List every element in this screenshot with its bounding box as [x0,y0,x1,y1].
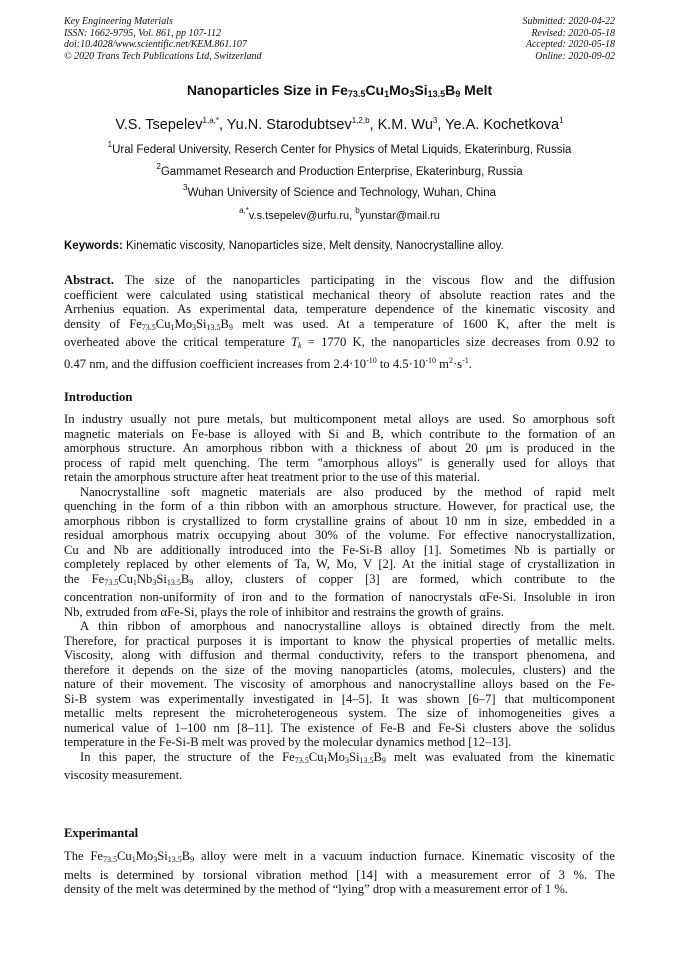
formula-sub: 1 [131,855,136,864]
abstract-text: ·s [452,356,463,371]
formula-sub: 13.5 [167,855,182,864]
formula-sub: 73.5 [294,755,309,765]
journal-copyright: © 2020 Trans Tech Publications Ltd, Switzerland [64,50,262,62]
formula-sub: 9 [381,755,386,765]
intro-line: concentration non-uniformity of iron and to the formation of nanocrystals αFe-Si. Insoluble in iron [64,590,615,604]
title-sub: 1 [384,89,390,99]
affiliation-3 [64,183,615,199]
abstract [64,273,615,371]
intro-line: process of rapid melt quenching. The term "amorphous alloys" is generally used for alloys that [64,455,615,470]
abstract-text: = 1770 K, the nanoparticles size decreases from 0.92 to [301,335,615,349]
abstract-line [64,354,615,372]
exp-text: alloy were melt in a vacuum induction furnace. Kinematic viscosity of the [194,849,615,863]
email-1[interactable]: v.s.tsepelev@urfu.ru, [248,210,356,222]
affiliation-1 [64,140,615,156]
affiliation-text: Ural Federal University, Reserch Center for Physics of Metal Liquids, Ekaterinburg, Russia [112,144,572,156]
formula-sub: 9 [189,577,194,587]
author-name: , Yu.N. Starodubtsev [218,117,352,133]
abstract-line [64,317,615,336]
abstract-text: . [468,356,472,371]
title-text: Nanoparticles Size in Fe [186,82,348,98]
intro-line: Si-B system was experimentally investigated in [4–5]. It was shown [6–7] that multicomponent [64,691,615,706]
intro-line: Therefore, for practical purposes it is important to know the physical properties of metallic melts. [64,633,615,648]
intro-line: temperature in the Fe-Si-B melt was proved by the molecular dynamics method [12–13]. [64,735,512,749]
intro-text: melt was evaluated from the kinematic [385,749,615,764]
keywords [64,240,615,252]
formula-sub: 13.5 [359,755,374,765]
abstract-text: melt was used. At a temperature of 1600 K, after the melt is [232,316,615,331]
intro-line: therefore it depends on the size of the moving nanoparticles (atoms, molecules, clusters) and the [64,662,615,677]
title-sub: 9 [455,89,461,99]
author-sup: 1 [559,116,564,125]
title-text: Cu [365,82,385,98]
abstract-line: coefficient were calculated using statistical mechanical theory of absolute reaction rates and the [64,287,615,302]
author-name: V.S. Tsepelev [115,117,203,133]
abstract-text: B [220,316,229,331]
intro-line: amorphous structure. An amorphous ribbon with a thickness of about 20 μm is produced in the [64,441,615,455]
abstract-line [64,273,615,288]
affiliation-sup: 1 [107,140,113,149]
intro-line: Cu and Nb are additionally introduced into the Fe-Si-B alloy [1]. Sometimes Nb is partially or [64,542,615,557]
author-emails[interactable] [64,206,615,222]
intro-text: Cu [118,571,133,586]
intro-line: viscosity measurement. [64,768,183,782]
intro-text: In this paper, the structure of the Fe [80,749,295,764]
title-text: B [445,82,456,98]
abstract-text: overheated above the critical temperature [64,335,291,349]
affiliation-text: Gammamet Research and Production Enterprise, Ekaterinburg, Russia [160,166,523,178]
exponent: -1 [462,355,469,365]
affiliation-text: Wuhan University of Science and Technology, Wuhan, China [187,187,496,199]
intro-line: numerical value of 1–100 nm [8–11]. The existence of Fe-B and Fe-Si clusters above the solidus [64,720,615,735]
abstract-text: The size of the nanoparticles participating in the viscous flow and the diffusion [114,273,615,287]
author-name: , Ye.A. Kochetkova [437,117,560,133]
formula-sub: 9 [190,855,195,864]
author-list [64,116,615,133]
formula-sub: 1 [132,577,137,587]
journal-issn: ISSN: 1662-9795, Vol. 861, pp 107-112 [64,27,222,39]
intro-line: nature of their movement. The viscosity of amorphous and nanocrystalline alloys based on the Fe- [64,677,615,691]
intro-line: Viscosity, along with diffusion and thermal conductivity, refers to the transport phenomena, and [64,648,615,662]
exponent: -10 [425,355,437,365]
abstract-text: to 4.5·10 [376,356,426,371]
exp-text: B [181,849,191,863]
intro-line: quenching in the form of a thin ribbon with an amorphous structure. However, for practical use, the [64,499,615,513]
intro-text: Cu [308,749,324,764]
intro-text: Mo [327,749,345,764]
title-sub: 3 [409,89,415,99]
formula-sub: 73.5 [104,577,119,587]
section-heading-introduction: Introduction [64,390,133,404]
intro-text: Nb [136,571,153,586]
exp-text: The Fe [64,849,104,863]
intro-line: residual amorphous matrix occupying about 30% of the volume. For effective nanocrystallization, [64,528,615,542]
intro-line: retain the amorphous structure after heat treatment prior to the use of this material. [64,470,481,484]
keywords-text: Kinematic viscosity, Nanoparticles size, Melt density, Nanocrystalline alloy. [122,240,504,252]
math-sub: k [297,341,302,350]
author-name: , K.M. Wu [369,117,433,133]
intro-text: B [373,749,382,764]
intro-line: metallic melts represent the microheterogeneous system. The size of inhomogeneities gives a [64,706,615,720]
formula-sub: 73.5 [103,855,118,864]
formula-sub: 3 [153,855,158,864]
abstract-line: Arrhenius equation. As experimental data, temperature dependence of the kinematic viscosity and [64,302,615,316]
title-sub: 13.5 [427,89,446,99]
formula-sub: 13.5 [206,322,221,332]
exp-line: melts is determined by torsional vibration method [14] with a measurement error of 3 %. The [64,867,615,882]
email-sup: b [355,206,360,215]
journal-doi[interactable]: doi:10.4028/www.scientific.net/KEM.861.107 [64,39,247,50]
intro-text: alloy, clusters of copper [3] are formed, which contribute to the [193,571,615,586]
date-accepted: Accepted: 2020-05-18 [525,39,615,50]
email-sup: a,* [239,206,249,215]
date-online: Online: 2020-09-02 [535,50,615,62]
formula-sub: 3 [192,322,196,332]
affiliation-2 [64,162,615,178]
formula-sub: 73.5 [141,322,156,332]
intro-line [64,750,615,769]
formula-sub: 3 [152,577,157,587]
exp-text: Cu [117,849,132,863]
introduction-body [64,412,615,783]
journal-name: Key Engineering Materials [64,16,173,27]
affiliation-sup: 2 [156,162,161,171]
affiliation-sup: 3 [182,183,188,192]
intro-line: A thin ribbon of amorphous and nanocrystalline alloys is obtained directly from the melt. [80,619,615,633]
title-text: Melt [460,82,493,98]
keywords-label: Keywords: [64,240,123,252]
intro-line: Nb, extruded from αFe-Si, plays the role of inhibitor and restrains the growth of grains. [64,604,504,619]
exp-line: density of the melt was determined by the method of “lying” drop with a measurement error of 1 %. [64,882,568,896]
date-revised: Revised: 2020-05-18 [531,27,615,39]
exp-text: Mo [135,849,154,863]
abstract-label: Abstract. [64,273,115,287]
section-heading-experimental: Experimantal [64,826,139,840]
abstract-text: density of Fe [64,316,142,331]
exp-line [64,849,615,868]
author-sup: 1,a,* [202,116,219,125]
experimental-body [64,849,615,897]
journal-info [64,16,262,62]
submission-dates [523,16,616,62]
paper-title [64,82,615,99]
formula-sub: 1 [170,322,175,332]
formula-sub: 13.5 [166,577,181,587]
intro-line: amorphous ribbon is crystallized to form crystalline grains of about 10 nm in size, embedded in a [64,513,615,528]
abstract-text: Mo [174,316,192,331]
abstract-text: Si [196,316,207,331]
author-sup: 3 [432,116,438,125]
abstract-text: 0.47 nm, and the diffusion coefficient increases from 2.4·10 [64,356,367,371]
author-sup: 1,2,b [351,116,370,125]
intro-text: the Fe [64,571,105,586]
intro-line: completely replaced by other elements of Ta, W, Mo, V [2]. At the initial stage of crystallization in [64,557,615,571]
formula-sub: 9 [228,322,233,332]
intro-line: magnetic materials on Fe-base is alloyed with Si and B, which contribute to the formation of an [64,426,615,441]
abstract-line [64,335,615,354]
exponent: 2 [448,355,453,365]
exp-text: Si [157,849,168,863]
title-text: Si [414,82,428,98]
abstract-text: Cu [155,316,171,331]
abstract-text: m [436,356,449,371]
math-var: T [290,335,298,349]
exponent: -10 [366,355,377,365]
formula-sub: 3 [344,755,349,765]
formula-sub: 1 [323,755,328,765]
intro-line: Nanocrystalline soft magnetic materials are also produced by the method of rapid melt [80,484,615,499]
intro-text: B [180,571,190,586]
email-2[interactable]: yunstar@mail.ru [359,210,440,222]
title-text: Mo [389,82,410,98]
title-sub: 73.5 [347,89,366,99]
intro-text: Si [156,571,167,586]
intro-line: In industry usually not pure metals, but multicomponent metal alloys are used. So amorphous soft [64,412,615,426]
intro-line [64,572,615,591]
date-submitted: Submitted: 2020-04-22 [522,16,615,27]
intro-text: Si [348,749,360,764]
